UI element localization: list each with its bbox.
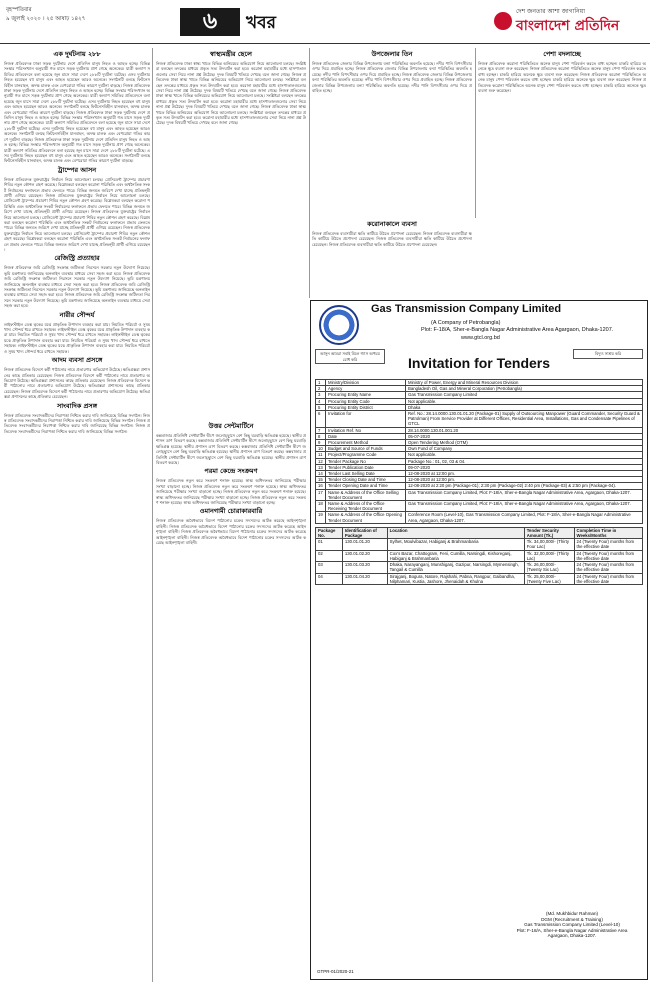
article-column-2b: উত্তর সেন্টমার্টিনে কক্সবাজার প্রতিনিধি সেন্টমার্টিন দ্বীপে জলোচ্ছ্বাসে বেশ কিছু ঘরবাড়ি ক্ষতিগ্রস্ত হয়েছে। স্থানীয় প্রশাসন ত্রাণ বিতরণ করছে। কক্সবাজার প্রতিনিধি সেন্টমার্টিন দ্বীপে জলোচ্ছ্বাসে বেশ কিছু ঘরবাড়ি ক্ষতিগ্রস্ত হয়েছে। স্থানীয় প্রশাসন ত্রাণ বিতরণ করছে। কক্সবাজার প্রতিনিধি সেন্টমার্টিন দ্বীপে জলোচ্ছ্বাসে বেশ কিছু ঘরবাড়ি ক্ষতিগ্রস্ত হয়েছে। স্থানীয় প্রশাসন ত্রাণ বিতরণ করছে। কক্সবাজার প্রতিনিধি সেন্টমার্টিন দ্বীপে জলোচ্ছ্বাসে বেশ কিছু ঘরবাড়ি ক্ষতিগ্রস্ত হয়েছে। স্থানীয় প্রশাসন ত্রাণ বিতরণ করছে। পরমা কেন্দ্রে সংক্রমণ নিজস্ব প্রতিবেদক নতুন করে সংক্রমণ শনাক্ত হয়েছে। স্বাস্থ্য অধিদফতর জানিয়েছে পরীক্ষার সংখ্যা বাড়ানো হচ্ছে। নিজস্ব প্রতিবেদক নতুন করে সংক্রমণ শনাক্ত হয়েছে। স্বাস্থ্য অধিদফতর জানিয়েছে পরীক্ষার সংখ্যা বাড়ানো হচ্ছে। নিজস্ব প্রতিবেদক নতুন করে সংক্রমণ শনাক্ত হয়েছে। স্বাস্থ্য অধিদফতর জানিয়েছে পরীক্ষার সংখ্যা বাড়ানো হচ্ছে। নিজস্ব প্রতিবেদক নতুন করে সংক্রমণ শনাক্ত হয়েছে। স্বাস্থ্য অধিদফতর জানিয়েছে পরীক্ষার সংখ্যা বাড়ানো হচ্ছে। ওমানগামী চোরাকারবারি নিজস্ব প্রতিবেদক অবৈধভাবে বিদেশ পাঠানোর চক্রের সদস্যদের আটক করেছে আইনশৃঙ্খলা বাহিনী। নিজস্ব প্রতিবেদক অবৈধভাবে বিদেশ পাঠানোর চক্রের সদস্যদের আটক করেছে আইনশৃঙ্খলা বাহিনী। নিজস্ব প্রতিবেদক অবৈধভাবে বিদেশ পাঠানোর চক্রের সদস্যদের আটক করেছে আইনশৃঙ্খলা বাহিনী। নিজস্ব প্রতিবেদক অবৈধভাবে বিদেশ পাঠানোর চক্রের সদস্যদের আটক করেছে আইনশৃঙ্খলা বাহিনী। <box>156 422 306 546</box>
table-cell: Tender Opening Date and Time <box>326 483 406 489</box>
table-cell: Dhaka <box>406 404 643 410</box>
article-body: নিজস্ব প্রতিবেদক ঢাকা স্বাস্থ্য খাতে বিভিন্ন অনিয়মের অভিযোগ নিয়ে আলোচনা চলছে। সংশ্লিষ্টরা বলছেন তদন্তের মাধ্যমে প্রকৃত সত্য উদঘাটন করা হবে। করোনা মহামারীর মধ্যে হাসপাতালগুলোর সেবা নিয়ে নানা প্রশ্ন উঠেছে। দুদক বিষয়টি খতিয়ে দেখছে বলে জানা গেছে। নিজস্ব প্রতিবেদক ঢাকা স্বাস্থ্য খাতে বিভিন্ন অনিয়মের অভিযোগ নিয়ে আলোচনা চলছে। সংশ্লিষ্টরা বলছেন তদন্তের মাধ্যমে প্রকৃত সত্য উদঘাটন করা হবে। করোনা মহামারীর মধ্যে হাসপাতালগুলোর সেবা নিয়ে নানা প্রশ্ন উঠেছে। দুদক বিষয়টি খতিয়ে দেখছে বলে জানা গেছে। নিজস্ব প্রতিবেদক ঢাকা স্বাস্থ্য খাতে বিভিন্ন অনিয়মের অভিযোগ নিয়ে আলোচনা চলছে। সংশ্লিষ্টরা বলছেন তদন্তের মাধ্যমে প্রকৃত সত্য উদঘাটন করা হবে। করোনা মহামারীর মধ্যে হাসপাতালগুলোর সেবা নিয়ে নানা প্রশ্ন উঠেছে। দুদক বিষয়টি খতিয়ে দেখছে বলে জানা গেছে। নিজস্ব প্রতিবেদক ঢাকা স্বাস্থ্য খাতে বিভিন্ন অনিয়মের অভিযোগ নিয়ে আলোচনা চলছে। সংশ্লিষ্টরা বলছেন তদন্তের মাধ্যমে প্রকৃত সত্য উদঘাটন করা হবে। করোনা মহামারীর মধ্যে হাসপাতালগুলোর সেবা নিয়ে নানা প্রশ্ন উঠেছে। দুদক বিষয়টি খতিয়ে দেখছে বলে জানা গেছে। <box>156 61 306 126</box>
table-cell: Bangladesh Oil, Gas and Mineral Corporation (Petrobangla) <box>406 386 643 392</box>
company-website: www.gtcl.org.bd <box>461 335 500 341</box>
table-cell: 01 <box>316 539 343 550</box>
article-body: কক্সবাজার প্রতিনিধি সেন্টমার্টিন দ্বীপে জলোচ্ছ্বাসে বেশ কিছু ঘরবাড়ি ক্ষতিগ্রস্ত হয়েছে। স্থানীয় প্রশাসন ত্রাণ বিতরণ করছে। কক্সবাজার প্রতিনিধি সেন্টমার্টিন দ্বীপে জলোচ্ছ্বাসে বেশ কিছু ঘরবাড়ি ক্ষতিগ্রস্ত হয়েছে। স্থানীয় প্রশাসন ত্রাণ বিতরণ করছে। কক্সবাজার প্রতিনিধি সেন্টমার্টিন দ্বীপে জলোচ্ছ্বাসে বেশ কিছু ঘরবাড়ি ক্ষতিগ্রস্ত হয়েছে। স্থানীয় প্রশাসন ত্রাণ বিতরণ করছে। কক্সবাজার প্রতিনিধি সেন্টমার্টিন দ্বীপে জলোচ্ছ্বাসে বেশ কিছু ঘরবাড়ি ক্ষতিগ্রস্ত হয়েছে। স্থানীয় প্রশাসন ত্রাণ বিতরণ করছে। <box>156 433 306 466</box>
table-row <box>316 501 643 512</box>
table-cell: Procurement Method <box>326 440 406 446</box>
table-cell: 11 <box>316 452 326 458</box>
table-cell: 9 <box>316 440 326 446</box>
article-body: লাইফস্টাইল ডেস্ক ত্বকের যত্নে প্রাকৃতিক উপাদান ব্যবহার করা যায়। নিয়মিত পরিচর্যা ও সুষম খাদ্য সৌন্দর্য ধরে রাখতে সহায়ক। লাইফস্টাইল ডেস্ক ত্বকের যত্নে প্রাকৃতিক উপাদান ব্যবহার করা যায়। নিয়মিত পরিচর্যা ও সুষম খাদ্য সৌন্দর্য ধরে রাখতে সহায়ক। লাইফস্টাইল ডেস্ক ত্বকের যত্নে প্রাকৃতিক উপাদান ব্যবহার করা যায়। নিয়মিত পরিচর্যা ও সুষম খাদ্য সৌন্দর্য ধরে রাখতে সহায়ক। লাইফস্টাইল ডেস্ক ত্বকের যত্নে প্রাকৃতিক উপাদান ব্যবহার করা যায়। নিয়মিত পরিচর্যা ও সুষম খাদ্য সৌন্দর্য ধরে রাখতে সহায়ক। <box>4 321 150 354</box>
masthead: দেশ জনতার আশা জাগানিয়া বাংলাদেশ প্রতিদিন <box>494 6 644 36</box>
table-cell: Gas Transmission Company Limited, Plot: F-18/A, Sher-e-Bangla Nagar Administrative Area, Agargaon, Dhaka-1207. <box>406 489 643 500</box>
table-cell: Own Fund of Company <box>406 446 643 452</box>
package-table <box>315 527 643 585</box>
table-cell: 14 <box>316 471 326 477</box>
slogan-left: আসুন আমরা সবাই মিলে গ্যাস অপচয় রোধ করি <box>315 349 385 364</box>
table-cell: 5 <box>316 404 326 410</box>
table-cell: 13 <box>316 464 326 470</box>
tender-info-table <box>315 379 643 524</box>
table-cell: 8 <box>316 433 326 439</box>
table-cell: Tk. 32,00,000/- (Thirty Lac) <box>524 550 574 561</box>
table-cell: Name & Address of the Office Receiving Tender Document <box>326 501 406 512</box>
article-body: নিজস্ব প্রতিবেদক যুক্তরাষ্ট্রের নির্বাচন নিয়ে আলোচনা চলছে। প্রেসিডেন্ট ট্রাম্পের প্রচারণা শিবির নতুন কৌশল গ্রহণ করেছে। বিশ্লেষকরা বলছেন করোনা পরিস্থিতি এবং অর্থনৈতিক সংকট নির্বাচনের ফলাফলে প্রভাব ফেলতে পারে। বিভিন্ন জনমত জরিপে দেখা যাচ্ছে প্রতিদ্বন্দ্বী প্রার্থী এগিয়ে রয়েছেন। নিজস্ব প্রতিবেদক যুক্তরাষ্ট্রের নির্বাচন নিয়ে আলোচনা চলছে। প্রেসিডেন্ট ট্রাম্পের প্রচারণা শিবির নতুন কৌশল গ্রহণ করেছে। বিশ্লেষকরা বলছেন করোনা পরিস্থিতি এবং অর্থনৈতিক সংকট নির্বাচনের ফলাফলে প্রভাব ফেলতে পারে। বিভিন্ন জনমত জরিপে দেখা যাচ্ছে প্রতিদ্বন্দ্বী প্রার্থী এগিয়ে রয়েছেন। নিজস্ব প্রতিবেদক যুক্তরাষ্ট্রের নির্বাচন নিয়ে আলোচনা চলছে। প্রেসিডেন্ট ট্রাম্পের প্রচারণা শিবির নতুন কৌশল গ্রহণ করেছে। বিশ্লেষকরা বলছেন করোনা পরিস্থিতি এবং অর্থনৈতিক সংকট নির্বাচনের ফলাফলে প্রভাব ফেলতে পারে। বিভিন্ন জনমত জরিপে দেখা যাচ্ছে প্রতিদ্বন্দ্বী প্রার্থী এগিয়ে রয়েছেন। নিজস্ব প্রতিবেদক যুক্তরাষ্ট্রের নির্বাচন নিয়ে আলোচনা চলছে। প্রেসিডেন্ট ট্রাম্পের প্রচারণা শিবির নতুন কৌশল গ্রহণ করেছে। বিশ্লেষকরা বলছেন করোনা পরিস্থিতি এবং অর্থনৈতিক সংকট নির্বাচনের ফলাফলে প্রভাব ফেলতে পারে। বিভিন্ন জনমত জরিপে দেখা যাচ্ছে প্রতিদ্বন্দ্বী প্রার্থী এগিয়ে রয়েছেন। <box>4 176 150 252</box>
edition-date: বৃহস্পতিবার ৯ জুলাই ২০২০ । ২৫ আষাঢ় ১৪২৭ <box>6 7 86 22</box>
table-cell: Gas Transmission Company Limited, Plot: F-18/A, Sher-e-Bangla Nagar Administrative Area, Agargaon, Dhaka-1207. <box>406 501 643 512</box>
article-body: নিজস্ব প্রতিবেদক করোনা পরিস্থিতিতে অনেক মানুষ পেশা পরিবর্তন করতে বাধ্য হচ্ছেন। চাকরি হারিয়ে অনেকে ক্ষুদ্র ব্যবসা শুরু করেছেন। নিজস্ব প্রতিবেদক করোনা পরিস্থিতিতে অনেক মানুষ পেশা পরিবর্তন করতে বাধ্য হচ্ছেন। চাকরি হারিয়ে অনেকে ক্ষুদ্র ব্যবসা শুরু করেছেন। নিজস্ব প্রতিবেদক করোনা পরিস্থিতিতে অনেক মানুষ পেশা পরিবর্তন করতে বাধ্য হচ্ছেন। চাকরি হারিয়ে অনেকে ক্ষুদ্র ব্যবসা শুরু করেছেন। নিজস্ব প্রতিবেদক করোনা পরিস্থিতিতে অনেক মানুষ পেশা পরিবর্তন করতে বাধ্য হচ্ছেন। চাকরি হারিয়ে অনেকে ক্ষুদ্র ব্যবসা শুরু করেছেন। <box>478 61 646 94</box>
table-cell: 12-08-2020 at 12:00 pm. <box>406 477 643 483</box>
table-cell: 130.01.01.20 <box>342 539 387 550</box>
column-header: Identification of Package <box>342 527 387 538</box>
company-address: Plot: F-18/A, Sher-e-Bangla Nagar Administrative Area Agargaon, Dhaka-1207. <box>421 327 614 333</box>
article-body: নিজস্ব প্রতিবেদক বিদেশে কর্মী পাঠানোর নামে প্রতারণার অভিযোগ উঠেছে। ক্ষতিগ্রস্তরা প্রশাসনের কাছে প্রতিকার চেয়েছেন। নিজস্ব প্রতিবেদক বিদেশে কর্মী পাঠানোর নামে প্রতারণার অভিযোগ উঠেছে। ক্ষতিগ্রস্তরা প্রশাসনের কাছে প্রতিকার চেয়েছেন। নিজস্ব প্রতিবেদক বিদেশে কর্মী পাঠানোর নামে প্রতারণার অভিযোগ উঠেছে। ক্ষতিগ্রস্তরা প্রশাসনের কাছে প্রতিকার চেয়েছেন। নিজস্ব প্রতিবেদক বিদেশে কর্মী পাঠানোর নামে প্রতারণার অভিযোগ উঠেছে। ক্ষতিগ্রস্তরা প্রশাসনের কাছে প্রতিকার চেয়েছেন। <box>4 367 150 400</box>
logo-icon <box>494 12 512 30</box>
table-cell: 03 <box>316 562 343 573</box>
page-number: ৬ <box>180 8 240 36</box>
section-title: খবর <box>246 13 276 33</box>
table-cell: Conference Room (Level-10), Gas Transmission Company Limited, Plot: F-18/A, Sher-e-Bangla Nagar Administrative Area, Agargaon, Dhaka-1207. <box>406 512 643 523</box>
column-header: Tender Security Amount (Tk.) <box>524 527 574 538</box>
table-cell: Tender Closing Date and Time <box>326 477 406 483</box>
table-cell: Agency <box>326 386 406 392</box>
column-divider <box>309 48 310 298</box>
table-cell: Name & Address of the Office Selling Tender Document <box>326 489 406 500</box>
table-cell: Not applicable. <box>406 452 643 458</box>
table-cell: Invitation Ref. No <box>326 427 406 433</box>
signer-line: Gas Transmission Company Limited (Level-10) <box>524 922 620 928</box>
table-cell: 24 (Twenty Four) months from the effective date <box>574 573 642 584</box>
table-cell: 16 <box>316 483 326 489</box>
table-cell: 4 <box>316 398 326 404</box>
table-cell: 12-08-2020 at 12:00 pm. <box>406 471 643 477</box>
table-cell: 3 <box>316 392 326 398</box>
table-cell: Procuring Entity Code <box>326 398 406 404</box>
table-row <box>316 512 643 523</box>
table-cell: 6 <box>316 411 326 428</box>
article-column-4: পেশা বদলাচ্ছে নিজস্ব প্রতিবেদক করোনা পরিস্থিতিতে অনেক মানুষ পেশা পরিবর্তন করতে বাধ্য হচ্ছেন। চাকরি হারিয়ে অনেকে ক্ষুদ্র ব্যবসা শুরু করেছেন। নিজস্ব প্রতিবেদক করোনা পরিস্থিতিতে অনেক মানুষ পেশা পরিবর্তন করতে বাধ্য হচ্ছেন। চাকরি হারিয়ে অনেকে ক্ষুদ্র ব্যবসা শুরু করেছেন। নিজস্ব প্রতিবেদক করোনা পরিস্থিতিতে অনেক মানুষ পেশা পরিবর্তন করতে বাধ্য হচ্ছেন। চাকরি হারিয়ে অনেকে ক্ষুদ্র ব্যবসা শুরু করেছেন। নিজস্ব প্রতিবেদক করোনা পরিস্থিতিতে অনেক মানুষ পেশা পরিবর্তন করতে বাধ্য হচ্ছেন। চাকরি হারিয়ে অনেকে ক্ষুদ্র ব্যবসা শুরু করেছেন। <box>478 50 646 94</box>
table-cell: Ref. No.: 28.14.0000.130.01.01.20 (Package-01) Supply of Outsourcing Manpower (Guard Commander, Security Guard & Patrolman) From Service Provider at Different Offices, Residential Area, Installations, Gas and Condensate Pipelines of GTCL <box>406 411 643 428</box>
table-row <box>316 483 643 489</box>
article-body: নিজস্ব প্রতিবেদক নতুন করে সংক্রমণ শনাক্ত হয়েছে। স্বাস্থ্য অধিদফতর জানিয়েছে পরীক্ষার সংখ্যা বাড়ানো হচ্ছে। নিজস্ব প্রতিবেদক নতুন করে সংক্রমণ শনাক্ত হয়েছে। স্বাস্থ্য অধিদফতর জানিয়েছে পরীক্ষার সংখ্যা বাড়ানো হচ্ছে। নিজস্ব প্রতিবেদক নতুন করে সংক্রমণ শনাক্ত হয়েছে। স্বাস্থ্য অধিদফতর জানিয়েছে পরীক্ষার সংখ্যা বাড়ানো হচ্ছে। নিজস্ব প্রতিবেদক নতুন করে সংক্রমণ শনাক্ত হয়েছে। স্বাস্থ্য অধিদফতর জানিয়েছে পরীক্ষার সংখ্যা বাড়ানো হচ্ছে। <box>156 478 306 506</box>
table-cell: 10 <box>316 446 326 452</box>
table-row <box>316 550 643 561</box>
table-cell: 18 <box>316 501 326 512</box>
table-cell: Ministry of Power, Energy and Mineral Resources Division <box>406 380 643 386</box>
article-column-3b: করোনাকালে ব্যবসা নিজস্ব প্রতিবেদক ব্যবসায়ীরা ক্ষতি কাটিয়ে উঠতে প্রণোদনা চেয়েছেন। নিজস্ব প্রতিবেদক ব্যবসায়ীরা ক্ষতি কাটিয়ে উঠতে প্রণোদনা চেয়েছেন। নিজস্ব প্রতিবেদক ব্যবসায়ীরা ক্ষতি কাটিয়ে উঠতে প্রণোদনা চেয়েছেন। নিজস্ব প্রতিবেদক ব্যবসায়ীরা ক্ষতি কাটিয়ে উঠতে প্রণোদনা চেয়েছেন। <box>312 220 472 247</box>
table-cell: Sirajganj, Bogura, Natore, Rajshahi, Pabna, Rangpur, Gaibandha, Nilphamari, Kustia, Jashore, Jhenaidah & Khulna <box>387 573 524 584</box>
table-cell: 24 (Twenty Four) months from the effective date <box>574 539 642 550</box>
signer-line: (Md. Mukhbidur Rahman) <box>545 911 599 917</box>
table-cell: 2 <box>316 386 326 392</box>
column-header: Completion Time in Weeks/Months <box>574 527 642 538</box>
table-cell: Budget and Source of Funds <box>326 446 406 452</box>
table-cell: 24 (Twenty Four) months from the effective date <box>574 562 642 573</box>
table-cell: 12 <box>316 458 326 464</box>
table-row <box>316 539 643 550</box>
table-cell: Not applicable. <box>406 398 643 404</box>
table-cell: Gas Transmission Company Limited <box>406 392 643 398</box>
column-header: Location <box>387 527 524 538</box>
table-cell: 19 <box>316 512 326 523</box>
ad-title: Invitation for Tenders <box>407 355 551 371</box>
company-subtitle: (A Company of Petrobangla) <box>431 320 501 326</box>
table-cell: Open Tendering Method (OTM) <box>406 440 643 446</box>
table-cell: Name & Address of the Office Opening Tender Document <box>326 512 406 523</box>
table-row <box>316 489 643 500</box>
table-cell: 05-07-2020 <box>406 433 643 439</box>
article-body: নিজস্ব প্রতিবেদক ব্যবসায়ীরা ক্ষতি কাটিয়ে উঠতে প্রণোদনা চেয়েছেন। নিজস্ব প্রতিবেদক ব্যবসায়ীরা ক্ষতি কাটিয়ে উঠতে প্রণোদনা চেয়েছেন। নিজস্ব প্রতিবেদক ব্যবসায়ীরা ক্ষতি কাটিয়ে উঠতে প্রণোদনা চেয়েছেন। নিজস্ব প্রতিবেদক ব্যবসায়ীরা ক্ষতি কাটিয়ে উঠতে প্রণোদনা চেয়েছেন। <box>312 231 472 247</box>
page-header <box>0 0 650 44</box>
column-divider <box>475 48 476 218</box>
article-column-3: উপজেলার তিন নিজস্ব প্রতিবেদক জেলার বিভিন্ন উপজেলায় বন্যা পরিস্থিতির অবনতি হয়েছে। নদীর পানি বিপৎসীমার ওপর দিয়ে প্রবাহিত হচ্ছে। নিজস্ব প্রতিবেদক জেলার বিভিন্ন উপজেলায় বন্যা পরিস্থিতির অবনতি হয়েছে। নদীর পানি বিপৎসীমার ওপর দিয়ে প্রবাহিত হচ্ছে। নিজস্ব প্রতিবেদক জেলার বিভিন্ন উপজেলায় বন্যা পরিস্থিতির অবনতি হয়েছে। নদীর পানি বিপৎসীমার ওপর দিয়ে প্রবাহিত হচ্ছে। নিজস্ব প্রতিবেদক জেলার বিভিন্ন উপজেলায় বন্যা পরিস্থিতির অবনতি হয়েছে। নদীর পানি বিপৎসীমার ওপর দিয়ে প্রবাহিত হচ্ছে। <box>312 50 472 94</box>
gd-number: GTPR-01/2020-21 <box>317 969 354 975</box>
slogan-right: বিদ্যুৎ সাশ্রয় করি <box>573 349 643 359</box>
table-cell: Procuring Entity Name <box>326 392 406 398</box>
table-cell: 130.01.02.20 <box>342 550 387 561</box>
table-cell: 04 <box>316 573 343 584</box>
tender-advertisement <box>310 300 648 980</box>
article-body: নিজস্ব প্রতিবেদক অবৈধভাবে বিদেশ পাঠানোর চক্রের সদস্যদের আটক করেছে আইনশৃঙ্খলা বাহিনী। নিজস্ব প্রতিবেদক অবৈধভাবে বিদেশ পাঠানোর চক্রের সদস্যদের আটক করেছে আইনশৃঙ্খলা বাহিনী। নিজস্ব প্রতিবেদক অবৈধভাবে বিদেশ পাঠানোর চক্রের সদস্যদের আটক করেছে আইনশৃঙ্খলা বাহিনী। নিজস্ব প্রতিবেদক অবৈধভাবে বিদেশ পাঠানোর চক্রের সদস্যদের আটক করেছে আইনশৃঙ্খলা বাহিনী। <box>156 518 306 546</box>
table-row <box>316 573 643 584</box>
table-cell: 17 <box>316 489 326 500</box>
article-column-2: স্বাস্থ্যমন্ত্রীর ছেলে নিজস্ব প্রতিবেদক ঢাকা স্বাস্থ্য খাতে বিভিন্ন অনিয়মের অভিযোগ নিয়ে আলোচনা চলছে। সংশ্লিষ্টরা বলছেন তদন্তের মাধ্যমে প্রকৃত সত্য উদঘাটন করা হবে। করোনা মহামারীর মধ্যে হাসপাতালগুলোর সেবা নিয়ে নানা প্রশ্ন উঠেছে। দুদক বিষয়টি খতিয়ে দেখছে বলে জানা গেছে। নিজস্ব প্রতিবেদক ঢাকা স্বাস্থ্য খাতে বিভিন্ন অনিয়মের অভিযোগ নিয়ে আলোচনা চলছে। সংশ্লিষ্টরা বলছেন তদন্তের মাধ্যমে প্রকৃত সত্য উদঘাটন করা হবে। করোনা মহামারীর মধ্যে হাসপাতালগুলোর সেবা নিয়ে নানা প্রশ্ন উঠেছে। দুদক বিষয়টি খতিয়ে দেখছে বলে জানা গেছে। নিজস্ব প্রতিবেদক ঢাকা স্বাস্থ্য খাতে বিভিন্ন অনিয়মের অভিযোগ নিয়ে আলোচনা চলছে। সংশ্লিষ্টরা বলছেন তদন্তের মাধ্যমে প্রকৃত সত্য উদঘাটন করা হবে। করোনা মহামারীর মধ্যে হাসপাতালগুলোর সেবা নিয়ে নানা প্রশ্ন উঠেছে। দুদক বিষয়টি খতিয়ে দেখছে বলে জানা গেছে। নিজস্ব প্রতিবেদক ঢাকা স্বাস্থ্য খাতে বিভিন্ন অনিয়মের অভিযোগ নিয়ে আলোচনা চলছে। সংশ্লিষ্টরা বলছেন তদন্তের মাধ্যমে প্রকৃত সত্য উদঘাটন করা হবে। করোনা মহামারীর মধ্যে হাসপাতালগুলোর সেবা নিয়ে নানা প্রশ্ন উঠেছে। দুদক বিষয়টি খতিয়ে দেখছে বলে জানা গেছে। <box>156 50 306 126</box>
table-cell: Procuring Entity District <box>326 404 406 410</box>
article-column-1: এক দুর্ঘটনায় ২৮৮ নিজস্ব প্রতিবেদক ঢাকা সড়ক দুর্ঘটনায় দেশে প্রতিদিন মানুষ নিহত ও আহত হচ্ছে। বিভিন্ন সংস্থার পরিসংখ্যান অনুযায়ী গত মাসে সড়ক দুর্ঘটনায় প্রাণ গেছে অনেকের। যাত্রী কল্যাণ সমিতির প্রতিবেদনে বলা হয়েছে জুন মাসে সারা দেশে ২৮৮টি দুর্ঘটনা ঘটেছে। এসব দুর্ঘটনায় নিহত হয়েছেন বহু মানুষ এবং আহত হয়েছেন আরও অনেকে। সংগঠনটি বলছে ফিটনেসবিহীন যানবাহন, অদক্ষ চালক এবং বেপরোয়া গতির কারণে দুর্ঘটনা বাড়ছে। নিজস্ব প্রতিবেদক ঢাকা সড়ক দুর্ঘটনায় দেশে প্রতিদিন মানুষ নিহত ও আহত হচ্ছে। বিভিন্ন সংস্থার পরিসংখ্যান অনুযায়ী গত মাসে সড়ক দুর্ঘটনায় প্রাণ গেছে অনেকের। যাত্রী কল্যাণ সমিতির প্রতিবেদনে বলা হয়েছে জুন মাসে সারা দেশে ২৮৮টি দুর্ঘটনা ঘটেছে। এসব দুর্ঘটনায় নিহত হয়েছেন বহু মানুষ এবং আহত হয়েছেন আরও অনেকে। সংগঠনটি বলছে ফিটনেসবিহীন যানবাহন, অদক্ষ চালক এবং বেপরোয়া গতির কারণে দুর্ঘটনা বাড়ছে। নিজস্ব প্রতিবেদক ঢাকা সড়ক দুর্ঘটনায় দেশে প্রতিদিন মানুষ নিহত ও আহত হচ্ছে। বিভিন্ন সংস্থার পরিসংখ্যান অনুযায়ী গত মাসে সড়ক দুর্ঘটনায় প্রাণ গেছে অনেকের। যাত্রী কল্যাণ সমিতির প্রতিবেদনে বলা হয়েছে জুন মাসে সারা দেশে ২৮৮টি দুর্ঘটনা ঘটেছে। এসব দুর্ঘটনায় নিহত হয়েছেন বহু মানুষ এবং আহত হয়েছেন আরও অনেকে। সংগঠনটি বলছে ফিটনেসবিহীন যানবাহন, অদক্ষ চালক এবং বেপরোয়া গতির কারণে দুর্ঘটনা বাড়ছে। নিজস্ব প্রতিবেদক ঢাকা সড়ক দুর্ঘটনায় দেশে প্রতিদিন মানুষ নিহত ও আহত হচ্ছে। বিভিন্ন সংস্থার পরিসংখ্যান অনুযায়ী গত মাসে সড়ক দুর্ঘটনায় প্রাণ গেছে অনেকের। যাত্রী কল্যাণ সমিতির প্রতিবেদনে বলা হয়েছে জুন মাসে সারা দেশে ২৮৮টি দুর্ঘটনা ঘটেছে। এসব দুর্ঘটনায় নিহত হয়েছেন বহু মানুষ এবং আহত হয়েছেন আরও অনেকে। সংগঠনটি বলছে ফিটনেসবিহীন যানবাহন, অদক্ষ চালক এবং বেপরোয়া গতির কারণে দুর্ঘটনা বাড়ছে। ট্রাম্পের আসন নিজস্ব প্রতিবেদক যুক্তরাষ্ট্রের নির্বাচন নিয়ে আলোচনা চলছে। প্রেসিডেন্ট ট্রাম্পের প্রচারণা শিবির নতুন কৌশল গ্রহণ করেছে। বিশ্লেষকরা বলছেন করোনা পরিস্থিতি এবং অর্থনৈতিক সংকট নির্বাচনের ফলাফলে প্রভাব ফেলতে পারে। বিভিন্ন জনমত জরিপে দেখা যাচ্ছে প্রতিদ্বন্দ্বী প্রার্থী এগিয়ে রয়েছেন। নিজস্ব প্রতিবেদক যুক্তরাষ্ট্রের নির্বাচন নিয়ে আলোচনা চলছে। প্রেসিডেন্ট ট্রাম্পের প্রচারণা শিবির নতুন কৌশল গ্রহণ করেছে। বিশ্লেষকরা বলছেন করোনা পরিস্থিতি এবং অর্থনৈতিক সংকট নির্বাচনের ফলাফলে প্রভাব ফেলতে পারে। বিভিন্ন জনমত জরিপে দেখা যাচ্ছে প্রতিদ্বন্দ্বী প্রার্থী এগিয়ে রয়েছেন। নিজস্ব প্রতিবেদক যুক্তরাষ্ট্রের নির্বাচন নিয়ে আলোচনা চলছে। প্রেসিডেন্ট ট্রাম্পের প্রচারণা শিবির নতুন কৌশল গ্রহণ করেছে। বিশ্লেষকরা বলছেন করোনা পরিস্থিতি এবং অর্থনৈতিক সংকট নির্বাচনের ফলাফলে প্রভাব ফেলতে পারে। বিভিন্ন জনমত জরিপে দেখা যাচ্ছে প্রতিদ্বন্দ্বী প্রার্থী এগিয়ে রয়েছেন। নিজস্ব প্রতিবেদক যুক্তরাষ্ট্রের নির্বাচন নিয়ে আলোচনা চলছে। প্রেসিডেন্ট ট্রাম্পের প্রচারণা শিবির নতুন কৌশল গ্রহণ করেছে। বিশ্লেষকরা বলছেন করোনা পরিস্থিতি এবং অর্থনৈতিক সংকট নির্বাচনের ফলাফলে প্রভাব ফেলতে পারে। বিভিন্ন জনমত জরিপে দেখা যাচ্ছে প্রতিদ্বন্দ্বী প্রার্থী এগিয়ে রয়েছেন। রেজিস্ট্রি প্রত্যাহার নিজস্ব প্রতিবেদক জমি রেজিস্ট্রি সংক্রান্ত জটিলতা নিরসনে সরকার নতুন উদ্যোগ নিয়েছে। ভূমি মন্ত্রণালয় জানিয়েছে অনলাইন ব্যবস্থার মাধ্যমে সেবা সহজ করা হবে। নিজস্ব প্রতিবেদক জমি রেজিস্ট্রি সংক্রান্ত জটিলতা নিরসনে সরকার নতুন উদ্যোগ নিয়েছে। ভূমি মন্ত্রণালয় জানিয়েছে অনলাইন ব্যবস্থার মাধ্যমে সেবা সহজ করা হবে। নিজস্ব প্রতিবেদক জমি রেজিস্ট্রি সংক্রান্ত জটিলতা নিরসনে সরকার নতুন উদ্যোগ নিয়েছে। ভূমি মন্ত্রণালয় জানিয়েছে অনলাইন ব্যবস্থার মাধ্যমে সেবা সহজ করা হবে। নিজস্ব প্রতিবেদক জমি রেজিস্ট্রি সংক্রান্ত জটিলতা নিরসনে সরকার নতুন উদ্যোগ নিয়েছে। ভূমি মন্ত্রণালয় জানিয়েছে অনলাইন ব্যবস্থার মাধ্যমে সেবা সহজ করা হবে। নারীর সৌন্দর্য লাইফস্টাইল ডেস্ক ত্বকের যত্নে প্রাকৃতিক উপাদান ব্যবহার করা যায়। নিয়মিত পরিচর্যা ও সুষম খাদ্য সৌন্দর্য ধরে রাখতে সহায়ক। লাইফস্টাইল ডেস্ক ত্বকের যত্নে প্রাকৃতিক উপাদান ব্যবহার করা যায়। নিয়মিত পরিচর্যা ও সুষম খাদ্য সৌন্দর্য ধরে রাখতে সহায়ক। লাইফস্টাইল ডেস্ক ত্বকের যত্নে প্রাকৃতিক উপাদান ব্যবহার করা যায়। নিয়মিত পরিচর্যা ও সুষম খাদ্য সৌন্দর্য ধরে রাখতে সহায়ক। লাইফস্টাইল ডেস্ক ত্বকের যত্নে প্রাকৃতিক উপাদান ব্যবহার করা যায়। নিয়মিত পরিচর্যা ও সুষম খাদ্য সৌন্দর্য ধরে রাখতে সহায়ক। আদম ব্যবসা প্রসঙ্গে নিজস্ব প্রতিবেদক বিদেশে কর্মী পাঠানোর নামে প্রতারণার অভিযোগ উঠেছে। ক্ষতিগ্রস্তরা প্রশাসনের কাছে প্রতিকার চেয়েছেন। নিজস্ব প্রতিবেদক বিদেশে কর্মী পাঠানোর নামে প্রতারণার অভিযোগ উঠেছে। ক্ষতিগ্রস্তরা প্রশাসনের কাছে প্রতিকার চেয়েছেন। নিজস্ব প্রতিবেদক বিদেশে কর্মী পাঠানোর নামে প্রতারণার অভিযোগ উঠেছে। ক্ষতিগ্রস্তরা প্রশাসনের কাছে প্রতিকার চেয়েছেন। নিজস্ব প্রতিবেদক বিদেশে কর্মী পাঠানোর নামে প্রতারণার অভিযোগ উঠেছে। ক্ষতিগ্রস্তরা প্রশাসনের কাছে প্রতিকার চেয়েছেন। সাংবাদিক প্রসঙ্গ নিজস্ব প্রতিবেদক সংবাদকর্মীদের নিরাপত্তা নিশ্চিত করার দাবি জানিয়েছে বিভিন্ন সংগঠন। নিজস্ব প্রতিবেদক সংবাদকর্মীদের নিরাপত্তা নিশ্চিত করার দাবি জানিয়েছে বিভিন্ন সংগঠন। নিজস্ব প্রতিবেদক সংবাদকর্মীদের নিরাপত্তা নিশ্চিত করার দাবি জানিয়েছে বিভিন্ন সংগঠন। নিজস্ব প্রতিবেদক সংবাদকর্মীদের নিরাপত্তা নিশ্চিত করার দাবি জানিয়েছে বিভিন্ন সংগঠন। <box>4 50 150 434</box>
table-cell: Cox's Bazar, Chattogram, Feni, Cumilla, Narsingdi, Kishoreganj, Habiganj & Brahmanbaria <box>387 550 524 561</box>
table-cell: Package No.: 01, 02, 03 & 04. <box>406 458 643 464</box>
table-row <box>316 411 643 428</box>
column-header: Package No. <box>316 527 343 538</box>
table-cell: 12-08-2020 at 2:20 pm (Package-01); 2:30 pm (Package-02) 2:40 pm (Package-03) & 2:50 pm (Package-04). <box>406 483 643 489</box>
article-body: নিজস্ব প্রতিবেদক জেলার বিভিন্ন উপজেলায় বন্যা পরিস্থিতির অবনতি হয়েছে। নদীর পানি বিপৎসীমার ওপর দিয়ে প্রবাহিত হচ্ছে। নিজস্ব প্রতিবেদক জেলার বিভিন্ন উপজেলায় বন্যা পরিস্থিতির অবনতি হয়েছে। নদীর পানি বিপৎসীমার ওপর দিয়ে প্রবাহিত হচ্ছে। নিজস্ব প্রতিবেদক জেলার বিভিন্ন উপজেলায় বন্যা পরিস্থিতির অবনতি হয়েছে। নদীর পানি বিপৎসীমার ওপর দিয়ে প্রবাহিত হচ্ছে। নিজস্ব প্রতিবেদক জেলার বিভিন্ন উপজেলায় বন্যা পরিস্থিতির অবনতি হয়েছে। নদীর পানি বিপৎসীমার ওপর দিয়ে প্রবাহিত হচ্ছে। <box>312 61 472 94</box>
column-divider <box>152 48 153 982</box>
table-cell: 130.01.04.20 <box>342 573 387 584</box>
signer-line: Plot: F-18/A, Sher-e-Bangla Nagar Administrative Area <box>516 927 628 933</box>
article-body: নিজস্ব প্রতিবেদক ঢাকা সড়ক দুর্ঘটনায় দেশে প্রতিদিন মানুষ নিহত ও আহত হচ্ছে। বিভিন্ন সংস্থার পরিসংখ্যান অনুযায়ী গত মাসে সড়ক দুর্ঘটনায় প্রাণ গেছে অনেকের। যাত্রী কল্যাণ সমিতির প্রতিবেদনে বলা হয়েছে জুন মাসে সারা দেশে ২৮৮টি দুর্ঘটনা ঘটেছে। এসব দুর্ঘটনায় নিহত হয়েছেন বহু মানুষ এবং আহত হয়েছেন আরও অনেকে। সংগঠনটি বলছে ফিটনেসবিহীন যানবাহন, অদক্ষ চালক এবং বেপরোয়া গতির কারণে দুর্ঘটনা বাড়ছে। নিজস্ব প্রতিবেদক ঢাকা সড়ক দুর্ঘটনায় দেশে প্রতিদিন মানুষ নিহত ও আহত হচ্ছে। বিভিন্ন সংস্থার পরিসংখ্যান অনুযায়ী গত মাসে সড়ক দুর্ঘটনায় প্রাণ গেছে অনেকের। যাত্রী কল্যাণ সমিতির প্রতিবেদনে বলা হয়েছে জুন মাসে সারা দেশে ২৮৮টি দুর্ঘটনা ঘটেছে। এসব দুর্ঘটনায় নিহত হয়েছেন বহু মানুষ এবং আহত হয়েছেন আরও অনেকে। সংগঠনটি বলছে ফিটনেসবিহীন যানবাহন, অদক্ষ চালক এবং বেপরোয়া গতির কারণে দুর্ঘটনা বাড়ছে। নিজস্ব প্রতিবেদক ঢাকা সড়ক দুর্ঘটনায় দেশে প্রতিদিন মানুষ নিহত ও আহত হচ্ছে। বিভিন্ন সংস্থার পরিসংখ্যান অনুযায়ী গত মাসে সড়ক দুর্ঘটনায় প্রাণ গেছে অনেকের। যাত্রী কল্যাণ সমিতির প্রতিবেদনে বলা হয়েছে জুন মাসে সারা দেশে ২৮৮টি দুর্ঘটনা ঘটেছে। এসব দুর্ঘটনায় নিহত হয়েছেন বহু মানুষ এবং আহত হয়েছেন আরও অনেকে। সংগঠনটি বলছে ফিটনেসবিহীন যানবাহন, অদক্ষ চালক এবং বেপরোয়া গতির কারণে দুর্ঘটনা বাড়ছে। নিজস্ব প্রতিবেদক ঢাকা সড়ক দুর্ঘটনায় দেশে প্রতিদিন মানুষ নিহত ও আহত হচ্ছে। বিভিন্ন সংস্থার পরিসংখ্যান অনুযায়ী গত মাসে সড়ক দুর্ঘটনায় প্রাণ গেছে অনেকের। যাত্রী কল্যাণ সমিতির প্রতিবেদনে বলা হয়েছে জুন মাসে সারা দেশে ২৮৮টি দুর্ঘটনা ঘটেছে। এসব দুর্ঘটনায় নিহত হয়েছেন বহু মানুষ এবং আহত হয়েছেন আরও অনেকে। সংগঠনটি বলছে ফিটনেসবিহীন যানবাহন, অদক্ষ চালক এবং বেপরোয়া গতির কারণে দুর্ঘটনা বাড়ছে। <box>4 61 150 164</box>
table-cell: Ministry/Division <box>326 380 406 386</box>
article-body: নিজস্ব প্রতিবেদক সংবাদকর্মীদের নিরাপত্তা নিশ্চিত করার দাবি জানিয়েছে বিভিন্ন সংগঠন। নিজস্ব প্রতিবেদক সংবাদকর্মীদের নিরাপত্তা নিশ্চিত করার দাবি জানিয়েছে বিভিন্ন সংগঠন। নিজস্ব প্রতিবেদক সংবাদকর্মীদের নিরাপত্তা নিশ্চিত করার দাবি জানিয়েছে বিভিন্ন সংগঠন। নিজস্ব প্রতিবেদক সংবাদকর্মীদের নিরাপত্তা নিশ্চিত করার দাবি জানিয়েছে বিভিন্ন সংগঠন। <box>4 412 150 434</box>
table-cell: Dhaka, Narayanganj, Munshiganj, Gazipur, Narsingdi, Mymensingh, Tangail & Cumilla <box>387 562 524 573</box>
article-body: নিজস্ব প্রতিবেদক জমি রেজিস্ট্রি সংক্রান্ত জটিলতা নিরসনে সরকার নতুন উদ্যোগ নিয়েছে। ভূমি মন্ত্রণালয় জানিয়েছে অনলাইন ব্যবস্থার মাধ্যমে সেবা সহজ করা হবে। নিজস্ব প্রতিবেদক জমি রেজিস্ট্রি সংক্রান্ত জটিলতা নিরসনে সরকার নতুন উদ্যোগ নিয়েছে। ভূমি মন্ত্রণালয় জানিয়েছে অনলাইন ব্যবস্থার মাধ্যমে সেবা সহজ করা হবে। নিজস্ব প্রতিবেদক জমি রেজিস্ট্রি সংক্রান্ত জটিলতা নিরসনে সরকার নতুন উদ্যোগ নিয়েছে। ভূমি মন্ত্রণালয় জানিয়েছে অনলাইন ব্যবস্থার মাধ্যমে সেবা সহজ করা হবে। নিজস্ব প্রতিবেদক জমি রেজিস্ট্রি সংক্রান্ত জটিলতা নিরসনে সরকার নতুন উদ্যোগ নিয়েছে। ভূমি মন্ত্রণালয় জানিয়েছে অনলাইন ব্যবস্থার মাধ্যমে সেবা সহজ করা হবে। <box>4 265 150 309</box>
table-cell: 02 <box>316 550 343 561</box>
table-cell: Project/Programme Code <box>326 452 406 458</box>
table-cell: Date <box>326 433 406 439</box>
table-cell: Tk. 26,00,000/- (Twenty Six Lac) <box>524 562 574 573</box>
table-cell: Sylhet, Moulvibazar, Habiganj & Brahmanbaria <box>387 539 524 550</box>
gtcl-logo-icon <box>319 305 359 345</box>
table-row <box>316 562 643 573</box>
signature-block <box>507 911 637 939</box>
table-cell: 09-07-2020 <box>406 464 643 470</box>
table-cell: Tender Publication Date <box>326 464 406 470</box>
signer-line: DGM (Recruitment & Training) <box>541 916 603 922</box>
table-cell: Invitation for <box>326 411 406 428</box>
table-cell: 28.14.0000.130.01.001.20 <box>406 427 643 433</box>
table-cell: Tk. 25,00,000/- (Twenty Five Lac) <box>524 573 574 584</box>
table-cell: Tender Package No <box>326 458 406 464</box>
table-cell: 24 (Twenty Four) months from the effective date <box>574 550 642 561</box>
table-cell: 1 <box>316 380 326 386</box>
table-cell: 130.01.03.20 <box>342 562 387 573</box>
table-cell: 15 <box>316 477 326 483</box>
company-name: Gas Transmission Company Limited <box>371 303 562 315</box>
table-cell: 7 <box>316 427 326 433</box>
table-cell: Tk. 34,00,000/- (Thirty Four Lac) <box>524 539 574 550</box>
table-cell: Tender Last Selling Date <box>326 471 406 477</box>
signer-line: Agargaon, Dhaka-1207. <box>547 933 597 939</box>
